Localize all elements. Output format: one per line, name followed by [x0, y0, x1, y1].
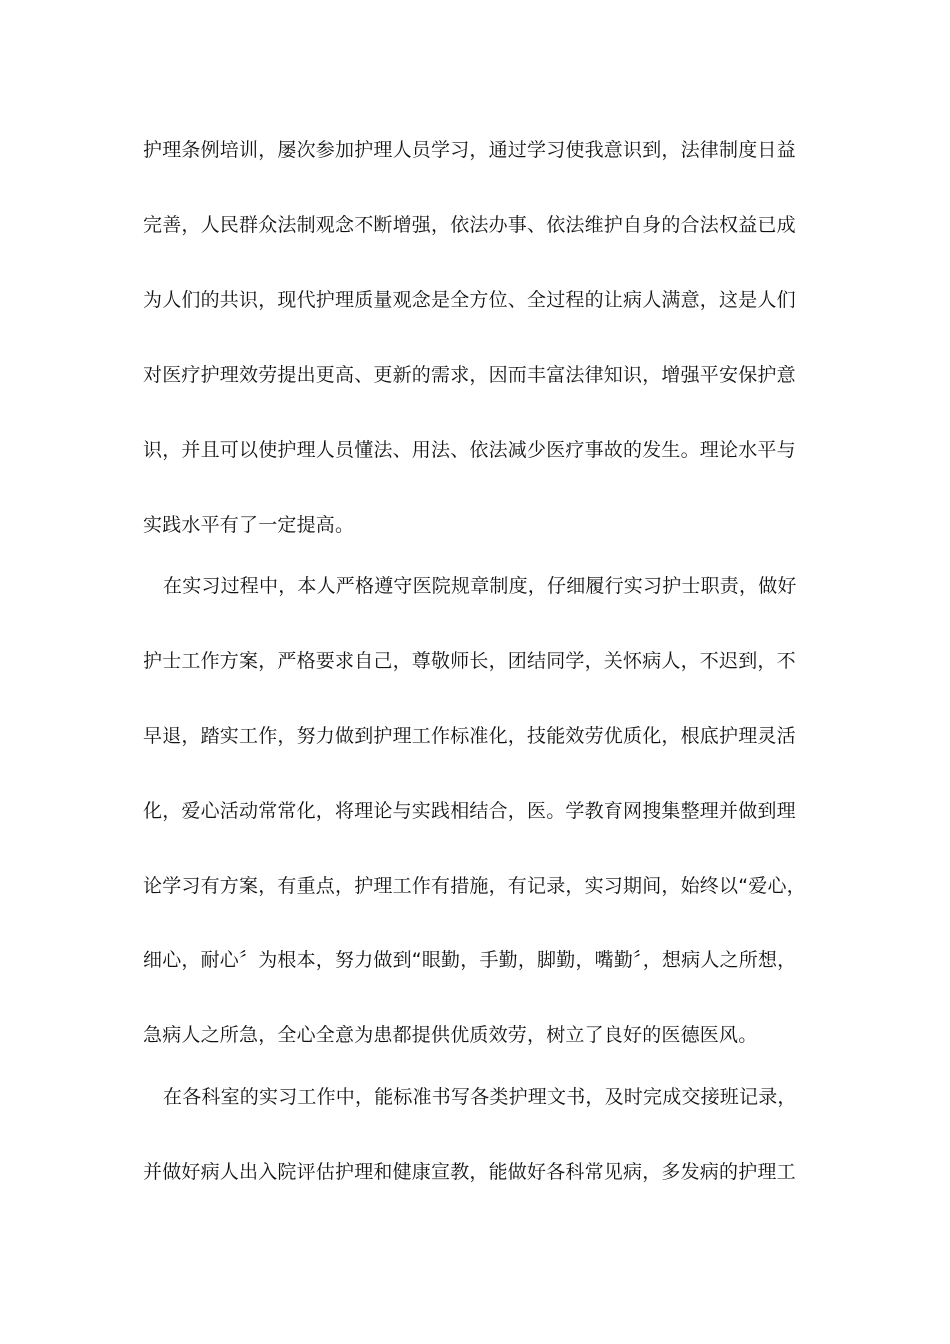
- text-line: 早退，踏实工作，努力做到护理工作标准化，技能效劳优质化，根底护理灵活: [143, 725, 796, 747]
- text-line: 并做好病人出入院评估护理和健康宣教，能做好各科常见病，多发病的护理工: [143, 1161, 796, 1183]
- text-line: 识，并且可以使护理人员懂法、用法、依法减少医疗事故的发生。理论水平与: [143, 439, 796, 461]
- text-line: 对医疗护理效劳提出更高、更新的需求，因而丰富法律知识，增强平安保护意: [143, 364, 796, 386]
- text-line: 完善，人民群众法制观念不断增强，依法办事、依法维护自身的合法权益已成: [143, 214, 796, 236]
- text-line: 化，爱心活动常常化，将理论与实践相结合，医。学教育网搜集整理并做到理: [143, 800, 796, 822]
- text-line: 实践水平有了一定提高。: [143, 514, 355, 536]
- text-line: 细心，耐心〞为根本，努力做到“眼勤，手勤，脚勤，嘴勤〞，想病人之所想，: [143, 949, 797, 971]
- paragraph-start-line: 在各科室的实习工作中，能标准书写各类护理文书，及时完成交接班记录，: [163, 1086, 797, 1108]
- paragraph-start-line: 在实习过程中，本人严格遵守医院规章制度，仔细履行实习护士职责，做好: [163, 575, 797, 597]
- text-line: 护士工作方案，严格要求自己，尊敬师长，团结同学，关怀病人，不迟到，不: [143, 650, 796, 672]
- text-line: 护理条例培训，屡次参加护理人员学习，通过学习使我意识到，法律制度日益: [143, 139, 796, 161]
- text-line: 急病人之所急，全心全意为患都提供优质效劳，树立了良好的医德医风。: [143, 1024, 758, 1046]
- text-line: 为人们的共识，现代护理质量观念是全方位、全过程的让病人满意，这是人们: [143, 289, 796, 311]
- text-line: 论学习有方案，有重点，护理工作有措施，有记录，实习期间，始终以“爱心，: [143, 875, 806, 897]
